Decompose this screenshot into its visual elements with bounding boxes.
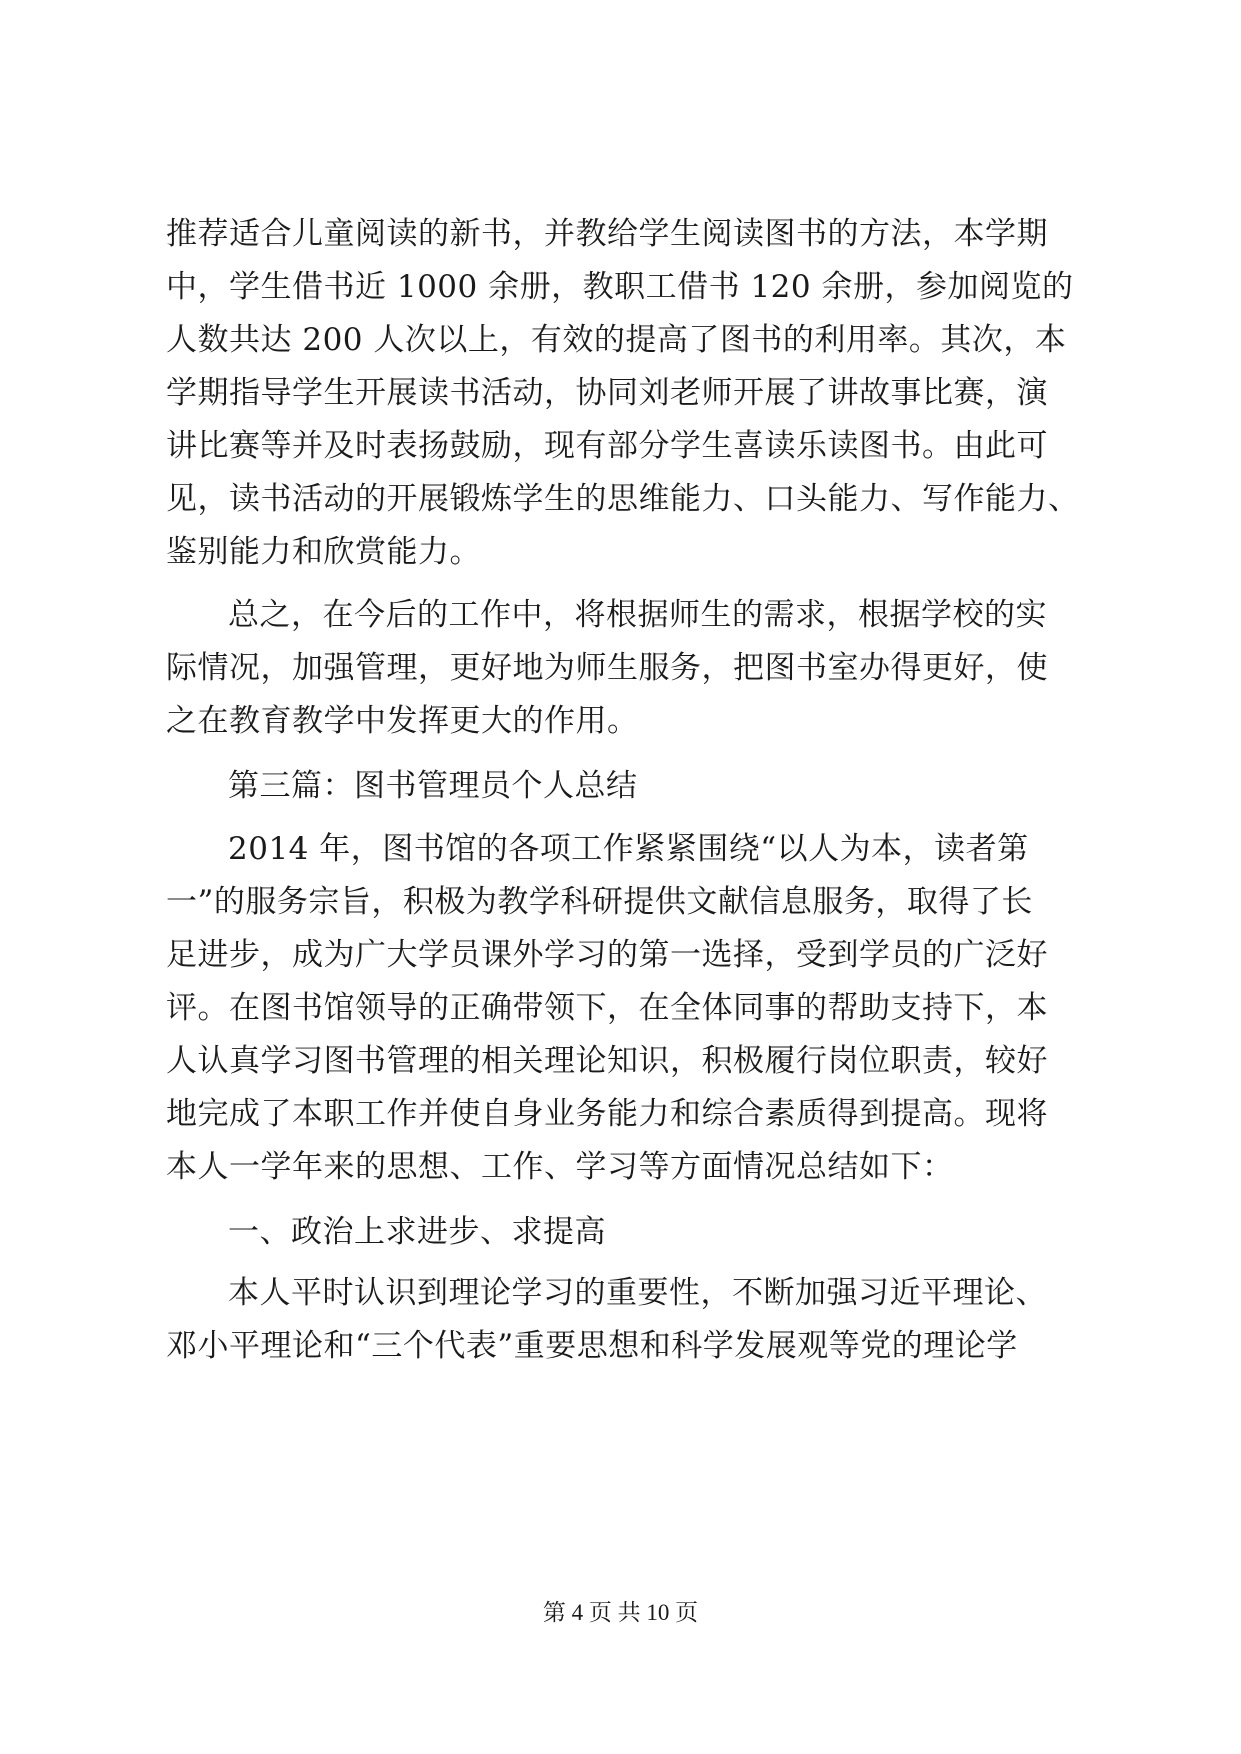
subsection-heading: 一、政治上求进步、求提高 [228,1214,606,1250]
body-text-line: 本人一学年来的思想、工作、学习等方面情况总结如下： [166,1149,954,1185]
body-text-line: 人数共达 200 人次以上，有效的提高了图书的利用率。其次，本 [166,322,1067,358]
body-text-line: 际情况，加强管理，更好地为师生服务，把图书室办得更好，使 [166,650,1048,686]
paragraph-first-line: 本人平时认识到理论学习的重要性，不断加强习近平理论、 [228,1275,1047,1311]
body-text-line: 之在教育教学中发挥更大的作用。 [166,703,639,739]
body-text-line: 邓小平理论和“三个代表”重要思想和科学发展观等党的理论学 [166,1328,1018,1364]
body-text-line: 学期指导学生开展读书活动，协同刘老师开展了讲故事比赛，演 [166,375,1048,411]
page-number-footer: 第 4 页 共 10 页 [542,1600,699,1625]
paragraph-first-line: 2014 年，图书馆的各项工作紧紧围绕“以人为本，读者第 [228,831,1029,867]
body-text-line: 足进步，成为广大学员课外学习的第一选择，受到学员的广泛好 [166,937,1048,973]
section-heading: 第三篇：图书管理员个人总结 [228,768,638,804]
body-text-line: 地完成了本职工作并使自身业务能力和综合素质得到提高。现将 [166,1096,1048,1132]
body-text-line: 讲比赛等并及时表扬鼓励，现有部分学生喜读乐读图书。由此可 [166,428,1048,464]
body-text-line: 推荐适合儿童阅读的新书，并教给学生阅读图书的方法，本学期 [166,216,1048,252]
body-text-line: 鉴别能力和欣赏能力。 [166,534,481,570]
body-text-line: 见，读书活动的开展锻炼学生的思维能力、口头能力、写作能力、 [166,481,1080,517]
body-text-line: 一”的服务宗旨，积极为教学科研提供文献信息服务，取得了长 [166,884,1033,920]
body-text-line: 人认真学习图书管理的相关理论知识，积极履行岗位职责，较好 [166,1043,1048,1079]
body-text-line: 中，学生借书近 1000 余册，教职工借书 120 余册，参加阅览的 [166,269,1074,305]
paragraph-first-line: 总之，在今后的工作中，将根据师生的需求，根据学校的实 [228,597,1047,633]
body-text-line: 评。在图书馆领导的正确带领下，在全体同事的帮助支持下，本 [166,990,1048,1026]
